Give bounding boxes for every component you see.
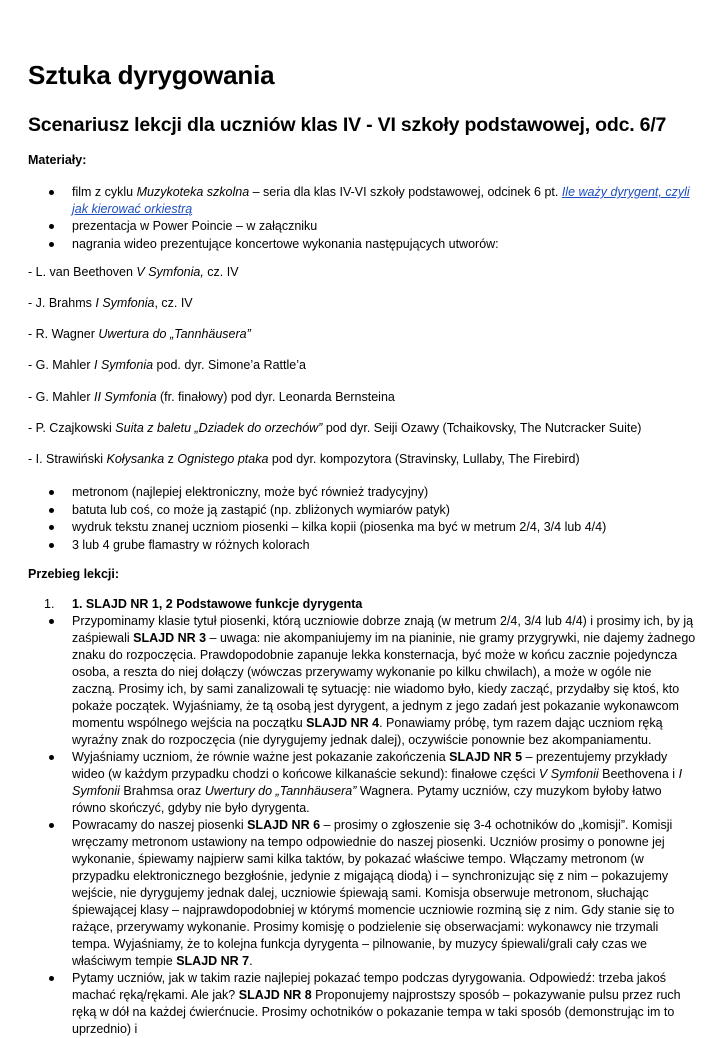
list-item: 3 lub 4 grube flamastry w różnych kolorach [0, 537, 692, 554]
page-title: Sztuka dyrygowania [28, 60, 275, 90]
work-item: - L. van Beethoven V Symfonia, cz. IV [28, 265, 239, 279]
list-item: prezentacja w Power Poincie – w załączniku [0, 218, 692, 235]
film-link[interactable]: Ile waży dyrygent, czyli jak kierować orkiestrą [72, 185, 690, 216]
work-item: - R. Wagner Uwertura do „Tannhäusera” [28, 327, 251, 341]
work-item: - G. Mahler I Symfonia pod. dyr. Simone’a Rattle’a [28, 358, 306, 372]
step-title: 1. SLAJD NR 1, 2 Podstawowe funkcje dyrygenta [72, 597, 363, 611]
work-item: - G. Mahler II Symfonia (fr. finałowy) pod dyr. Leonarda Bernsteina [28, 390, 395, 404]
step-number: 1. [44, 597, 55, 611]
materials-list [0, 184, 692, 253]
list-item: film z cyklu Muzykoteka szkolna – seria dla klas IV-VI szkoły podstawowej, odcinek 6 pt. Ile waży dyrygent, czyli jak kierować orkiestrą [0, 184, 692, 217]
course-heading: Przebieg lekcji: [28, 567, 120, 581]
work-item: - J. Brahms I Symfonia, cz. IV [28, 296, 193, 310]
list-item: Przypominamy klasie tytuł piosenki, którą uczniowie dobrze znają (w metrum 2/4, 3/4 lub 4/4) i prosimy ich, by ją zaśpiewali SLAJD NR 3 – uwaga: nie akompaniujemy im na pianinie, nie gramy przygrywki, nie dajemy żadnego znaku do rozpoczęcia. Prawdopodobnie zapanuje lekka konsternacja, być może w końcu zacznie pojedyncza osoba, a reszta do niej dołączy (wówczas przerywamy wykonanie po kilku chwilach), a może w ogóle nie zaczną. Prosimy ich, by sami zanalizowali tę sytuację: nie wiadomo było, kiedy zacząć, przydałby się ktoś, kto pokaże początek. Wyjaśniamy, że tą osobą jest dyrygent, a jednym z jego zadań jest pokazanie wykonawcom momentu wspólnego wejścia na początku SLAJD NR 4. Ponawiamy próbę, tym razem dając uczniom ręką wyraźny znak do rozpoczęcia (nie dyrygujemy jednak dalej), oczywiście ponownie bez akompaniamentu. [0, 613, 696, 749]
list-item: batuta lub coś, co może ją zastąpić (np. zbliżonych wymiarów patyk) [0, 502, 692, 519]
materials-heading: Materiały: [28, 153, 87, 167]
page-subtitle: Scenariusz lekcji dla uczniów klas IV - VI szkoły podstawowej, odc. 6/7 [28, 114, 667, 136]
materials-list-2 [0, 484, 692, 554]
work-item: - P. Czajkowski Suita z baletu „Dziadek do orzechów” pod dyr. Seiji Ozawy (Tchaikovsky, The Nutcracker Suite) [28, 421, 642, 435]
work-item: - I. Strawiński Kołysanka z Ognistego ptaka pod dyr. kompozytora (Stravinsky, Lullaby, The Firebird) [28, 452, 580, 466]
list-item: Powracamy do naszej piosenki SLAJD NR 6 – prosimy o zgłoszenie się 3-4 ochotników do „komisji”. Komisji wręczamy metronom ustawiony na tempo odpowiednie do naszej piosenki. Uczniów prosimy o ponowne jej wykonanie, śpiewamy najpierw sami kilka taktów, by pokazać właściwe tempo. Włączamy metronom (w przypadku elektronicznego bezgłośnie, jedynie z migającą diodą) i – synchronizując się z nim – pokazujemy wejście, nie dyrygujemy jednak dalej, uczniowie śpiewają sami. Komisja obserwuje metronom, słuchając śpiewającej klasy – najprawdopodobniej w którymś momencie uczniowie rozminą się z nim. Gdy stanie się to rażące, przerywamy wykonanie. Prosimy komisję o podzielenie się obserwacjami: wykonawcy nie trzymali tempa. Wyjaśniamy, że to kolejna funkcja dyrygenta – pilnowanie, by muzycy śpiewali/grali cały czas we właściwym tempie SLAJD NR 7. [0, 817, 696, 970]
list-item: wydruk tekstu znanej uczniom piosenki – kilka kopii (piosenka ma być w metrum 2/4, 3/4 lub 4/4) [0, 519, 692, 536]
list-item: metronom (najlepiej elektroniczny, może być również tradycyjny) [0, 484, 692, 501]
course-list [0, 613, 696, 1038]
list-item: Pytamy uczniów, jak w takim razie najlepiej pokazać tempo podczas dyrygowania. Odpowiedź: trzeba jakoś machać ręką/rękami. Ale jak? SLAJD NR 8 Proponujemy najprostszy sposób – pokazywanie pulsu przez ruch ręką w dół na każdej ćwierćnucie. Prosimy ochotników o pokazanie tempa w taki sposób (demonstrując im to uprzednio) i [0, 970, 696, 1038]
list-item: nagrania wideo prezentujące koncertowe wykonania następujących utworów: [0, 236, 692, 253]
list-item: Wyjaśniamy uczniom, że równie ważne jest pokazanie zakończenia SLAJD NR 5 – prezentujemy przykłady wideo (w każdym przypadku chodzi o końcowe kilkanaście sekund): finałowe części V Symfonii Beethovena i I Symfonii Brahmsa oraz Uwertury do „Tannhäusera” Wagnera. Pytamy uczniów, czy muzykom byłoby łatwo równo skończyć, gdyby nie było dyrygenta. [0, 749, 696, 817]
